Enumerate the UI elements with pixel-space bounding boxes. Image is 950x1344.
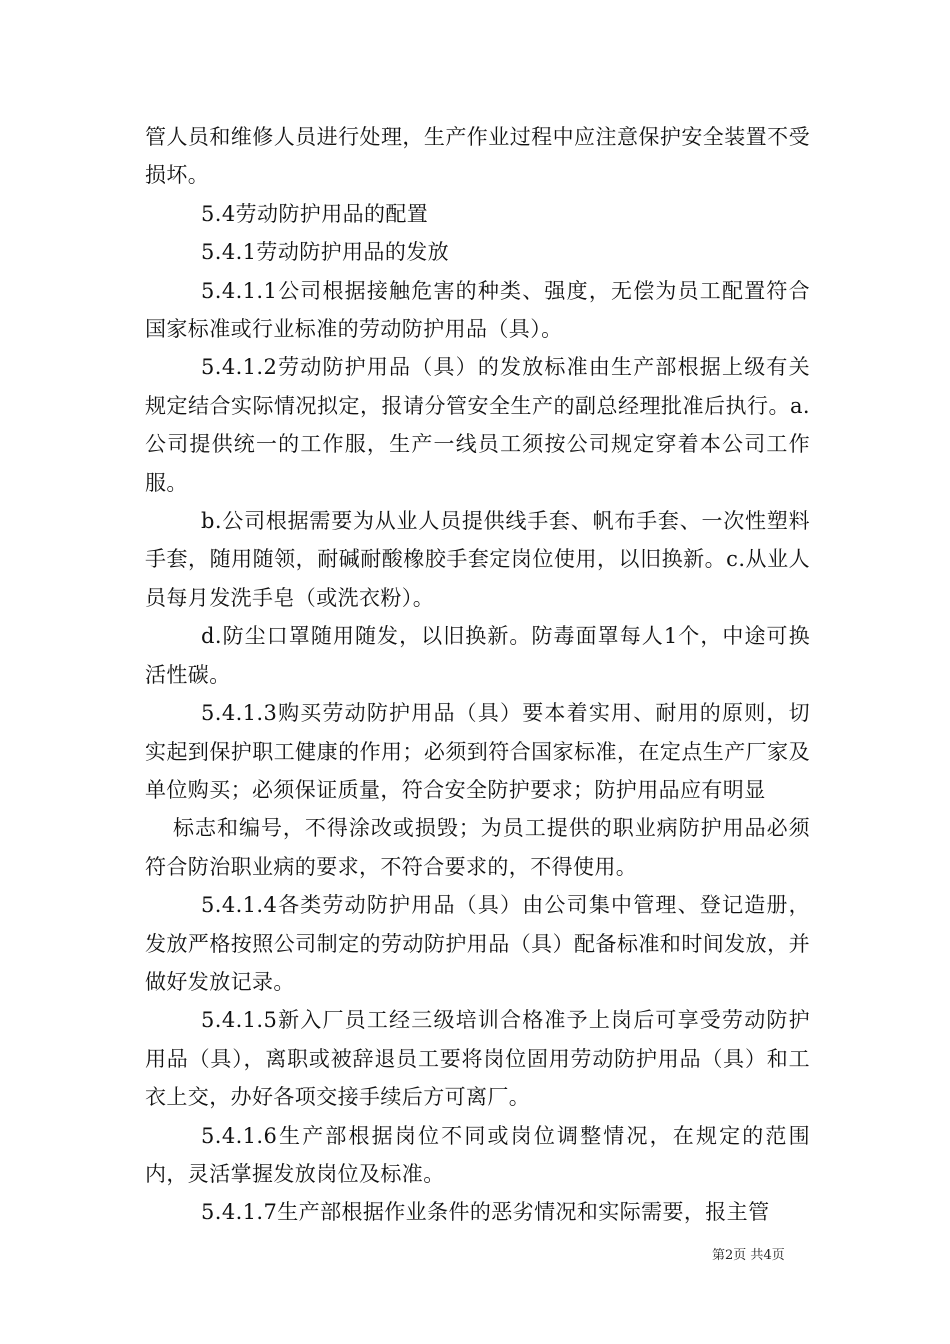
clause-5-4-1-6: 5.4.1.6生产部根据岗位不同或岗位调整情况，在规定的范围内，灵活掌握发放岗位及标准。	[145, 1123, 810, 1186]
clause-item-b-c: b.公司根据需要为从业人员提供线手套、帆布手套、一次性塑料手套，随用随领，耐碱耐酸橡胶手套定岗位使用，以旧换新。c.从业人员每月发洗手皂（或洗衣粉）。	[145, 509, 810, 610]
footer-page-number: 2	[725, 1248, 734, 1263]
clause-item-d: d.防尘口罩随用随发，以旧换新。防毒面罩每人1个，中途可换活性碳。	[145, 624, 810, 687]
clause-5-4-1-1: 5.4.1.1公司根据接触危害的种类、强度，无偿为员工配置符合国家标准或行业标准的劳动防护用品（具）。	[145, 278, 810, 342]
paragraph-continuation: 管人员和维修人员进行处理，生产作业过程中应注意保护安全装置不受损坏。	[145, 125, 810, 188]
footer-suffix: 页	[771, 1248, 785, 1263]
clause-5-4-1-3: 5.4.1.3购买劳动防护用品（具）要本着实用、耐用的原则，切实起到保护职工健康的作用；必须到符合国家标准，在定点生产厂家及单位购买；必须保证质量，符合安全防护要求；防护用品应有明显	[145, 701, 810, 802]
footer-total-pages: 4	[763, 1248, 772, 1263]
footer-prefix: 第	[712, 1248, 726, 1263]
section-heading-5-4-1: 5.4.1劳动防护用品的发放	[201, 240, 450, 265]
clause-5-4-1-2: 5.4.1.2劳动防护用品（具）的发放标准由生产部根据上级有关规定结合实际情况拟定，报请分管安全生产的副总经理批准后执行。a.公司提供统一的工作服，生产一线员工须按公司规定穿着本公司工作服。	[145, 355, 810, 495]
page-footer	[712, 1247, 812, 1265]
document-body	[145, 118, 810, 1232]
clause-5-4-1-3-continued: 标志和编号，不得涂改或损毁；为员工提供的职业病防护用品必须符合防治职业病的要求，不符合要求的，不得使用。	[145, 816, 810, 879]
footer-middle: 页 共	[733, 1248, 764, 1263]
clause-5-4-1-4: 5.4.1.4各类劳动防护用品（具）由公司集中管理、登记造册，发放严格按照公司制定的劳动防护用品（具）配备标准和时间发放，并做好发放记录。	[145, 893, 810, 994]
section-heading-5-4: 5.4劳动防护用品的配置	[201, 201, 429, 226]
clause-5-4-1-7: 5.4.1.7生产部根据作业条件的恶劣情况和实际需要，报主管	[201, 1200, 770, 1225]
clause-5-4-1-5: 5.4.1.5新入厂员工经三级培训合格准予上岗后可享受劳动防护用品（具），离职或被辞退员工要将岗位固用劳动防护用品（具）和工衣上交，办好各项交接手续后方可离厂。	[145, 1008, 810, 1110]
